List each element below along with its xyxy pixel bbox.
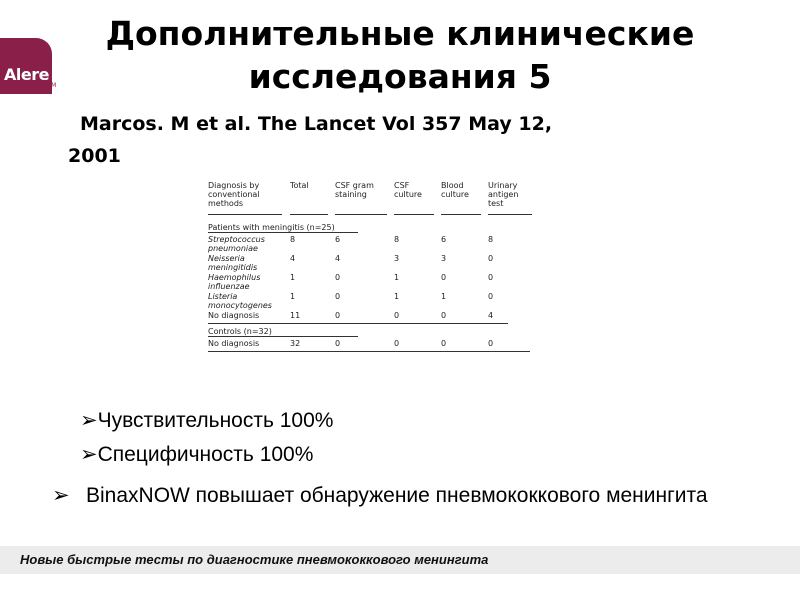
table-row-label	[208, 311, 259, 320]
citation	[68, 108, 668, 172]
table-cell-value: 6	[441, 235, 447, 244]
row-label-line2: influenzae	[208, 282, 250, 291]
row-label-line2: meningitidis	[208, 263, 258, 272]
alere-logo	[0, 38, 56, 94]
table-row-label	[208, 254, 257, 272]
table-section-label: Controls (n=32)	[208, 327, 272, 336]
table-rule	[335, 214, 387, 215]
table-cell-value: 0	[394, 311, 400, 320]
table-cell-value: 32	[290, 339, 301, 348]
row-label-line1: Listeria	[208, 292, 238, 301]
table-cell-value: 4	[488, 311, 494, 320]
table-header-cell: Urinary antigen test	[488, 181, 519, 208]
row-label-line2: monocytogenes	[208, 301, 272, 310]
table-rule	[208, 323, 508, 324]
table-cell-value: 8	[290, 235, 296, 244]
table-rule	[290, 214, 328, 215]
table-cell-value: 1	[394, 292, 400, 301]
table-cell-value: 0	[441, 339, 447, 348]
table-cell-value: 0	[394, 339, 400, 348]
row-label-line1: Streptococcus	[208, 235, 265, 244]
row-label-line1: Neisseria	[208, 254, 245, 263]
table-cell-value: 4	[290, 254, 296, 263]
slide-title-line1: Дополнительные клинические	[105, 14, 695, 53]
table-section-label: Patients with meningitis (n=25)	[208, 223, 335, 232]
logo-trademark: TM	[48, 82, 56, 89]
citation-line2: 2001	[68, 145, 121, 167]
table-header-cell: CSF culture	[394, 181, 422, 199]
results-bullets	[80, 404, 333, 472]
logo-text: Alere	[4, 65, 49, 84]
table-row-label	[208, 292, 272, 310]
table-cell-value: 8	[394, 235, 400, 244]
footer-bar	[0, 546, 800, 574]
specificity-bullet: ➢Специфичность 100%	[80, 443, 314, 466]
table-cell-value: 0	[488, 273, 494, 282]
arrow-bullet-icon: ➢	[52, 484, 70, 507]
table-rule	[441, 214, 481, 215]
table-row-label	[208, 339, 259, 348]
table-cell-value: 0	[488, 254, 494, 263]
table-cell-value: 0	[335, 311, 341, 320]
table-row-label	[208, 273, 260, 291]
slide-title	[70, 12, 730, 98]
row-label-line1: Haemophilus	[208, 273, 261, 282]
table-cell-value: 6	[335, 235, 341, 244]
table-cell-value: 4	[335, 254, 341, 263]
table-rule	[208, 232, 358, 233]
table-header-cell: CSF gram staining	[335, 181, 374, 199]
table-cell-value: 0	[488, 339, 494, 348]
table-row-label	[208, 235, 265, 253]
table-cell-value: 11	[290, 311, 301, 320]
table-cell-value: 1	[394, 273, 400, 282]
conclusion-text: BinaxNOW повышает обнаружение пневмококкового менингита	[86, 484, 708, 507]
table-rule	[208, 351, 530, 352]
table-cell-value: 1	[290, 273, 296, 282]
table-rule	[208, 214, 282, 215]
table-cell-value: 3	[441, 254, 447, 263]
row-label-line1: No diagnosis	[208, 311, 260, 320]
table-cell-value: 3	[394, 254, 400, 263]
table-cell-value: 0	[488, 292, 494, 301]
table-cell-value: 0	[335, 273, 341, 282]
citation-line1: Marcos. M et al. The Lancet Vol 357 May 12,	[80, 113, 553, 135]
table-cell-value: 8	[488, 235, 494, 244]
table-cell-value: 1	[290, 292, 296, 301]
footer-text: Новые быстрые тесты по диагностике пневмококкового менингита	[20, 552, 489, 567]
conclusion-note	[52, 481, 772, 510]
table-rule	[488, 214, 532, 215]
table-cell-value: 0	[335, 292, 341, 301]
table-cell-value: 0	[441, 311, 447, 320]
table-rule	[208, 336, 358, 337]
sensitivity-bullet: ➢Чувствительность 100%	[80, 409, 334, 432]
table-cell-value: 1	[441, 292, 447, 301]
table-cell-value: 0	[335, 339, 341, 348]
slide-title-line2: исследования 5	[248, 57, 552, 96]
row-label-line2: pneumoniae	[208, 244, 258, 253]
table-cell-value: 0	[441, 273, 447, 282]
table-rule	[394, 214, 434, 215]
table-header-cell: Blood culture	[441, 181, 469, 199]
table-header-cell: Total	[290, 181, 309, 190]
table-header-cell: Diagnosis by conventional methods	[208, 181, 260, 208]
row-label-line1: No diagnosis	[208, 339, 260, 348]
